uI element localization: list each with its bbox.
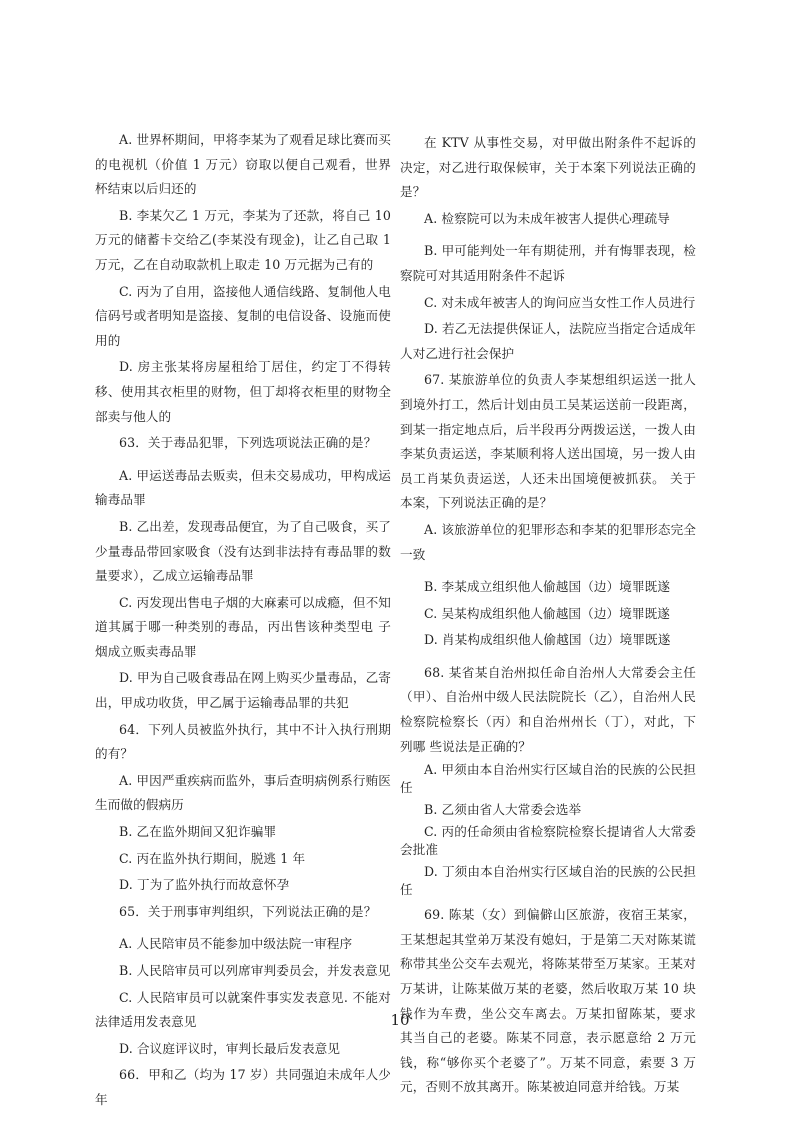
option-67-b: B. 李某成立组织他人偷越国（边）境罪既遂	[424, 579, 671, 595]
option-66-b: B. 甲可能判处一年有期徒刑，并有悔罪表现，检察院可对其适用附条件不起诉	[400, 243, 696, 283]
option-68-a: A. 甲须由本自治州实行区域自治的民族的公民担任	[400, 762, 696, 796]
option-64-c: C. 丙在监外执行期间，脱逃 1 年	[119, 850, 306, 866]
option-63-b: B. 乙出差，发现毒品便宜，为了自己吸食，买了少量毒品带回家吸食（没有达到非法持有毒品罪的数量要求），乙成立运输毒品罪	[95, 518, 391, 584]
option-62-d: D. 房主张某将房屋租给丁居住，约定丁不得转移、使用其衣柜里的财物，但丁却将衣柜里的财物全 部卖与他人的	[95, 359, 391, 424]
option-67-c: C. 吴某构成组织他人偷越国（边）境罪既遂	[424, 605, 670, 621]
question-69: 69. 陈某（女）到偏僻山区旅游，夜宿王某家，王某想起其堂弟万某没有媳妇，于是第二天对陈某谎称带其坐公交车去观光，将陈某带至万某家。王某对万某讲，让陈某做万某的老婆，然后收取万某 10 块钱作为车费，坐公交车离去。万某扣留陈某，要求 其当自己的老婆。陈某不同意，表示愿意给 2 万元 钱，称“够你买个老婆了”。万某不同意，索要 3 万 元，否则不放其离开。陈某被迫同意并给钱。万某	[400, 907, 696, 1095]
page-number: 10	[390, 1011, 410, 1029]
option-62-a: A. 世界杯期间，甲将李某为了观看足球比赛而买的电视机（价值 1 万元）窃取以便自己观看，世界 杯结束以后归还的	[95, 132, 391, 197]
option-65-d: D. 合议庭评议时，审判长最后发表意见	[119, 1040, 341, 1056]
option-64-a: A. 甲因严重疾病而监外，事后查明病例系行贿医生而做的假病历	[95, 772, 391, 813]
option-63-c: C. 丙发现出售电子烟的大麻素可以成瘾，但不知道其属于哪一种类别的毒品，丙出售该种类型电 子烟成立贩卖毒品罪	[95, 594, 391, 659]
option-68-b: B. 乙须由省人大常委会选举	[424, 802, 582, 818]
question-66-continued: 在 KTV 从事性交易，对甲做出附条件不起诉的决定，对乙进行取保候审，关于本案下列说法正确的是？	[400, 135, 696, 200]
question-66: 66．甲和乙（均为 17 岁）共同强迫未成年人少年	[95, 1067, 391, 1107]
option-65-a: A. 人民陪审员不能参加中级法院一审程序	[119, 936, 353, 952]
question-65: 65．关于刑事审判组织，下列说法正确的是？	[119, 903, 377, 919]
right-column	[400, 131, 696, 1102]
option-62-b: B. 李某欠乙 1 万元，李某为了还款，将自己 10 万元的储蓄卡交给乙(李某没有现金)，让乙自己取 1 万元，乙在自动取款机上取走 10 万元据为己有的	[95, 207, 391, 272]
question-64: 64．下列人员被监外执行，其中不计入执行刑期的有？	[95, 721, 391, 762]
option-66-c: C. 对未成年被害人的询问应当女性工作人员进行	[424, 294, 696, 310]
option-66-a: A. 检察院可以为未成年被害人提供心理疏导	[424, 210, 670, 226]
option-67-a: A. 该旅游单位的犯罪形态和李某的犯罪形态完全一致	[400, 521, 696, 562]
option-68-c: C. 丙的任命须由省检察院检察长提请省人大常委会批准	[400, 824, 696, 858]
option-68-d: D. 丁须由本自治州实行区域自治的民族的公民担任	[400, 864, 696, 898]
question-67: 67. 某旅游单位的负责人李某想组织运送一批人到境外打工，然后计划由员工吴某运送前一段距离，到某一指定地点后，后半段再分两拨运送，一拨人由李某负责运送，李某顺利将人送出国境，另一拨人由员工肖某负责运送，人还未出国境便被抓获。 关于本案，下列说法正确的是？	[400, 372, 696, 511]
question-63: 63．关于毒品犯罪，下列选项说法正确的是？	[119, 435, 377, 451]
option-64-b: B. 乙在监外期间又犯诈骗罪	[119, 824, 277, 840]
option-64-d: D. 丁为了监外执行而故意怀孕	[119, 877, 290, 893]
option-65-b: B. 人民陪审员可以列席审判委员会，并发表意见	[119, 963, 391, 978]
option-63-d: D. 甲为自己吸食毒品在网上购买少量毒品，乙寄出，甲成功收货，甲乙属于运输毒品罪的共犯	[95, 670, 391, 711]
option-66-d: D. 若乙无法提供保证人，法院应当指定合适成年人对乙进行社会保护	[400, 321, 696, 361]
option-67-d: D. 肖某构成组织他人偷越国（边）境罪既遂	[424, 632, 671, 648]
question-68: 68. 某省某自治州拟任命自治州人大常委会主任（甲）、自治州中级人民法院院长（乙），自治州人民 检察院检察长（丙）和自治州州长（丁），对此，下列哪 些说法是正确的？	[400, 664, 696, 754]
option-63-a: A. 甲运送毒品去贩卖，但未交易成功，甲构成运输毒品罪	[95, 467, 391, 508]
left-column	[95, 128, 391, 1115]
option-65-c: C. 人民陪审员可以就案件事实发表意见. 不能对法律适用发表意见	[95, 989, 391, 1030]
option-62-c: C. 丙为了自用，盗接他人通信线路、复制他人电信码号或者明知是盗接、复制的电信设备、设施而使 用的	[95, 283, 391, 348]
